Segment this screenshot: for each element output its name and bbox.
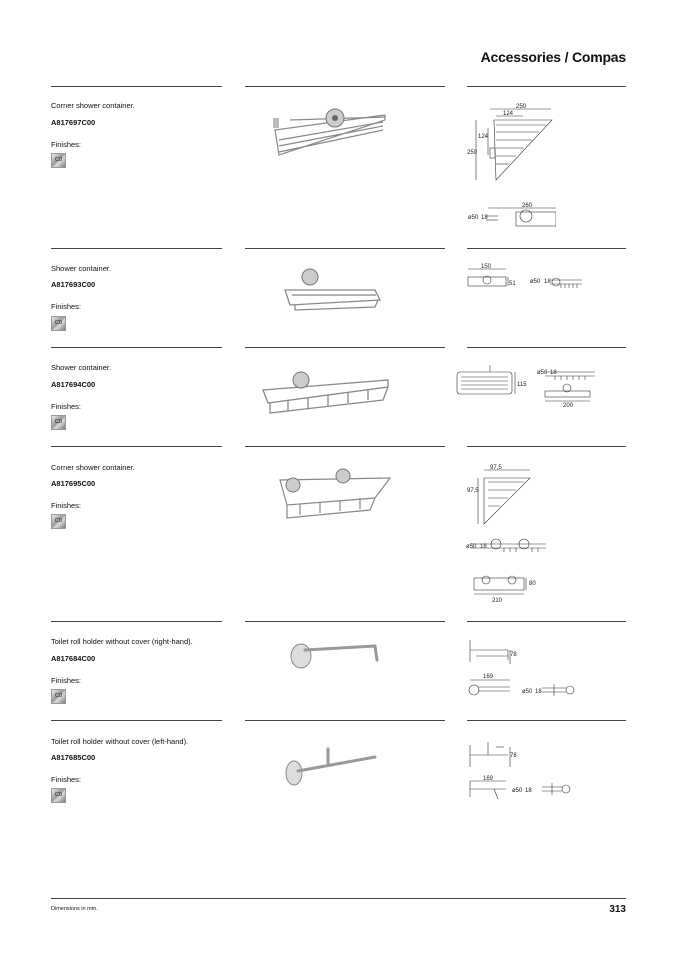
dimension-drawing [455,360,600,415]
dim-label: 18 [544,279,551,285]
row-divider [245,86,445,87]
dim-label: 80 [529,581,536,587]
product-photo-toilet-roll-holder [280,735,390,790]
dim-label: 97,5 [467,488,479,494]
product-photo-corner-container [265,100,410,165]
dim-label: 200 [563,403,574,409]
dim-label: 18 [535,689,542,695]
product-code: A817695C00 [51,479,96,488]
dim-label: ø50 [466,544,477,550]
row-divider [51,720,222,721]
row-divider [467,248,626,249]
product-description: Shower container. [51,264,112,273]
footer-divider [51,898,626,899]
row-divider [245,248,445,249]
page-number: 313 [609,904,626,915]
finish-swatch: C0 [51,316,66,331]
finish-swatch: C0 [51,514,66,529]
product-code: A817684C00 [51,654,96,663]
product-code: A817693C00 [51,280,96,289]
dim-label: 97,5 [490,465,502,471]
dim-label: ø50 [512,788,523,794]
dimension-drawing [466,460,561,605]
finish-swatch: C0 [51,689,66,704]
dim-label: 250 [516,104,527,110]
row-divider [467,347,626,348]
dim-label: 18 [525,788,532,794]
dim-label: ø50 [530,279,541,285]
product-photo-shower-container [280,265,390,320]
dimension-drawing [466,100,556,230]
product-photo-corner-container [265,460,410,525]
product-description: Shower container. [51,363,112,372]
row-divider [245,347,445,348]
finish-swatch: C0 [51,788,66,803]
dimension-drawing [466,632,581,702]
footer-note: Dimensions in mm. [51,906,98,912]
page-title: Accessories / Compas [480,49,626,65]
product-code: A817694C00 [51,380,96,389]
dim-label: 18 [481,215,488,221]
dim-label: 78 [510,652,517,658]
dim-label: 169 [483,674,494,680]
finish-swatch: C0 [51,153,66,168]
product-code: A817685C00 [51,753,96,762]
row-divider [51,248,222,249]
row-divider [245,621,445,622]
dim-label: 115 [517,382,527,388]
row-divider [51,347,222,348]
dim-label: 169 [483,776,494,782]
dim-label: 150 [481,264,492,270]
dim-label: ø50 [537,370,548,376]
product-photo-toilet-roll-holder [285,632,390,677]
dim-label: 78 [510,753,517,759]
finishes-label: Finishes: [51,676,82,685]
dim-label: 51 [509,281,516,287]
product-code: A817697C00 [51,118,96,127]
dim-label: 124 [478,134,489,140]
dim-label: 250 [467,150,478,156]
dim-label: ø50 [468,215,479,221]
finishes-label: Finishes: [51,302,82,311]
finishes-label: Finishes: [51,501,82,510]
dimension-drawing [466,262,591,297]
product-photo-shower-container [258,365,398,425]
product-description: Toilet roll holder without cover (left-hand). [51,737,189,746]
finishes-label: Finishes: [51,775,82,784]
dim-label: 18 [550,370,557,376]
dimension-drawing [466,737,581,807]
product-description: Corner shower container. [51,101,135,110]
dim-label: 260 [522,203,533,209]
row-divider [245,446,445,447]
dim-label: 18 [480,544,487,550]
product-description: Toilet roll holder without cover (right-hand). [51,637,193,646]
row-divider [467,446,626,447]
dim-label: ø50 [522,689,533,695]
product-description: Corner shower container. [51,463,135,472]
row-divider [51,446,222,447]
row-divider [245,720,445,721]
dim-label: 124 [503,111,514,117]
finish-swatch: C0 [51,415,66,430]
row-divider [467,720,626,721]
row-divider [467,86,626,87]
row-divider [51,86,222,87]
finishes-label: Finishes: [51,140,82,149]
dim-label: 210 [492,598,503,604]
row-divider [51,621,222,622]
finishes-label: Finishes: [51,402,82,411]
row-divider [467,621,626,622]
